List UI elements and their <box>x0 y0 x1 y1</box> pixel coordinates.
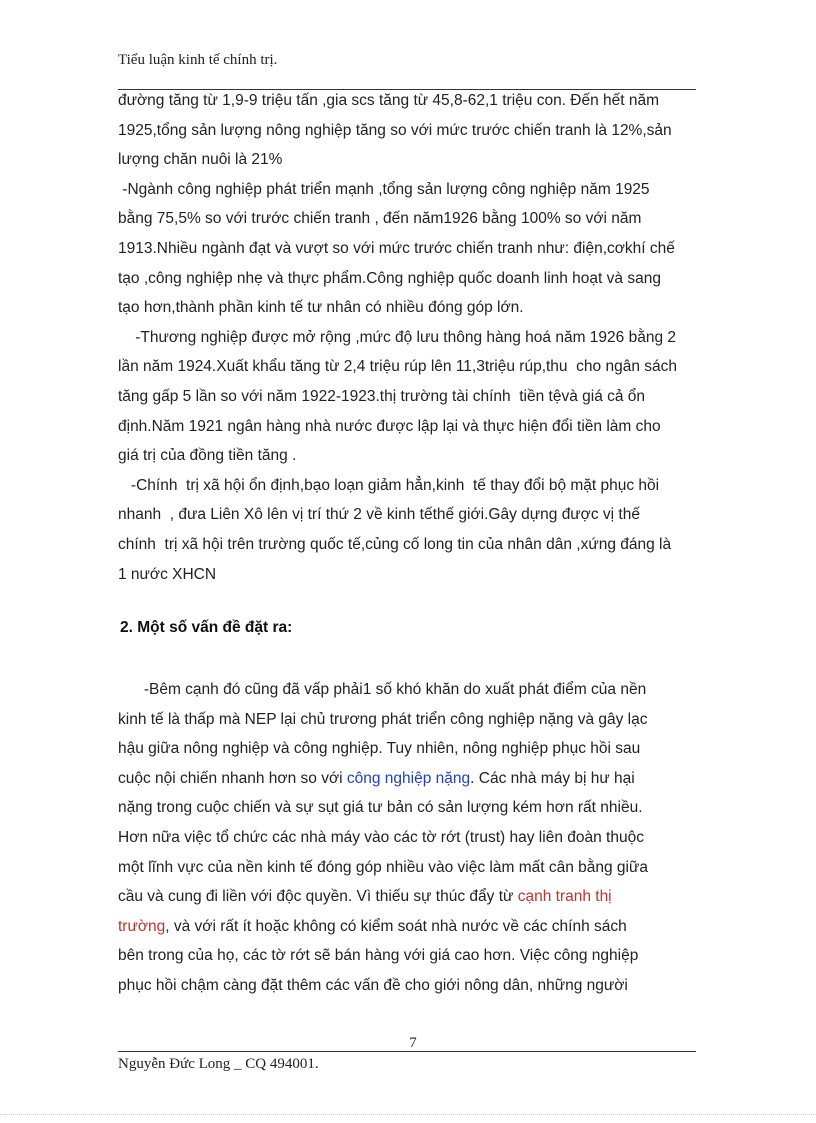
paragraph-line: lượng chăn nuôi là 21% <box>118 151 283 169</box>
line-text: , và với rất ít hoặc không có kiểm soát nhà nước về các chính sách <box>165 917 627 935</box>
section-heading: 2. Một số vấn đề đặt ra: <box>120 619 293 636</box>
page-number: 7 <box>409 1035 417 1051</box>
section-results-paragraphs <box>118 86 698 589</box>
paragraph-line: 1913.Nhiều ngành đạt và vượt so với mức trước chiến tranh như: điện,cơkhí chế <box>118 239 675 257</box>
paragraph-line: hậu giữa nông nghiệp và công nghiệp. Tuy nhiên, nông nghiệp phục hồi sau <box>118 740 641 758</box>
paragraph-line: -Thương nghiệp được mở rộng ,mức độ lưu thông hàng hoá năm 1926 bằng 2 <box>118 328 676 346</box>
page-bottom-border <box>0 1114 816 1115</box>
paragraph-line: nặng trong cuộc chiến và sự sụt giá tư bản có sản lượng kém hơn rất nhiều. <box>118 799 643 817</box>
paragraph-line: nhanh , đưa Liên Xô lên vị trí thứ 2 về kinh tếthế giới.Gây dựng được vị thế <box>118 506 640 524</box>
paragraph-line: tạo ,công nghiệp nhẹ và thực phẩm.Công nghiệp quốc doanh linh hoạt và sang <box>118 269 661 287</box>
line-text: cuộc nội chiến nhanh hơn so với <box>118 769 347 787</box>
market-competition-link[interactable]: cạnh tranh thị <box>517 888 612 906</box>
paragraph-line: phục hồi chậm càng đặt thêm các vấn đề cho giới nông dân, những người <box>118 976 628 994</box>
paragraph-line: 1 nước XHCN <box>118 565 217 583</box>
paragraph-line: lần năm 1924.Xuất khẩu tăng từ 2,4 triệu rúp lên 11,3triệu rúp,thu cho ngân sách <box>118 358 677 376</box>
paragraph-line: -Chính trị xã hội ổn định,bạo loạn giảm hẳn,kinh tế thay đổi bộ mặt phục hồi <box>118 476 660 494</box>
market-competition-link-continued[interactable]: trường <box>118 917 166 935</box>
paragraph-line: tạo hơn,thành phần kinh tế tư nhân có nhiều đóng góp lớn. <box>118 299 524 317</box>
paragraph-line: bằng 75,5% so với trước chiến tranh , đến năm1926 bằng 100% so với năm <box>118 210 642 228</box>
footer-rule <box>118 1051 696 1052</box>
paragraph-line: -Ngành công nghiệp phát triển mạnh ,tổng sản lượng công nghiệp năm 1925 <box>118 180 650 198</box>
paragraph-line: giá trị của đồng tiền tăng . <box>118 447 297 465</box>
paragraph-line: -Bêm cạnh đó cũng đã vấp phải1 số khó khăn do xuất phát điểm của nền <box>118 681 647 698</box>
paragraph-line: một lĩnh vực của nền kinh tế đóng góp nhiều vào việc làm mất cân bằng giữa <box>118 858 648 876</box>
paragraph-line: chính trị xã hội trên trường quốc tế,củng cố long tin của nhân dân ,xứng đáng là <box>118 535 672 553</box>
paragraph-line: kinh tế là thấp mà NEP lại chủ trương phát triển công nghiệp nặng và gây lạc <box>118 710 648 728</box>
paragraph-line: định.Năm 1921 ngân hàng nhà nước được lập lại và thực hiện đổi tiền làm cho <box>118 417 661 435</box>
footer-author: Nguyễn Đức Long _ CQ 494001. <box>118 1056 319 1072</box>
paragraph-line <box>118 912 698 942</box>
paragraph-line <box>118 764 698 794</box>
paragraph-line: bên trong của họ, các tờ rớt sẽ bán hàng với giá cao hơn. Việc công nghiệp <box>118 947 639 965</box>
paragraph-line: 1925,tổng sản lượng nông nghiệp tăng so với mức trước chiến tranh là 12%,sản <box>118 121 672 139</box>
paragraph-line: Hơn nữa việc tổ chức các nhà máy vào các tờ rớt (trust) hay liên đoàn thuộc <box>118 828 644 846</box>
paragraph-line: tăng gấp 5 lần so với năm 1922-1923.thị trường tài chính tiền tệvà giá cả ổn <box>118 387 646 405</box>
line-text: cầu và cung đi liền với độc quyền. Vì thiếu sự thúc đẩy từ <box>118 888 518 906</box>
paragraph-line <box>118 882 698 912</box>
line-text: . Các nhà máy bị hư hại <box>470 769 635 787</box>
heavy-industry-link[interactable]: công nghiệp nặng <box>346 769 471 787</box>
document-header-title: Tiểu luận kinh tế chính trị. <box>118 52 278 68</box>
paragraph-line: đường tăng từ 1,9-9 triệu tấn ,gia scs tăng từ 45,8-62,1 triệu con. Đến hết năm <box>118 92 660 109</box>
section-problems-paragraph <box>118 675 698 1001</box>
